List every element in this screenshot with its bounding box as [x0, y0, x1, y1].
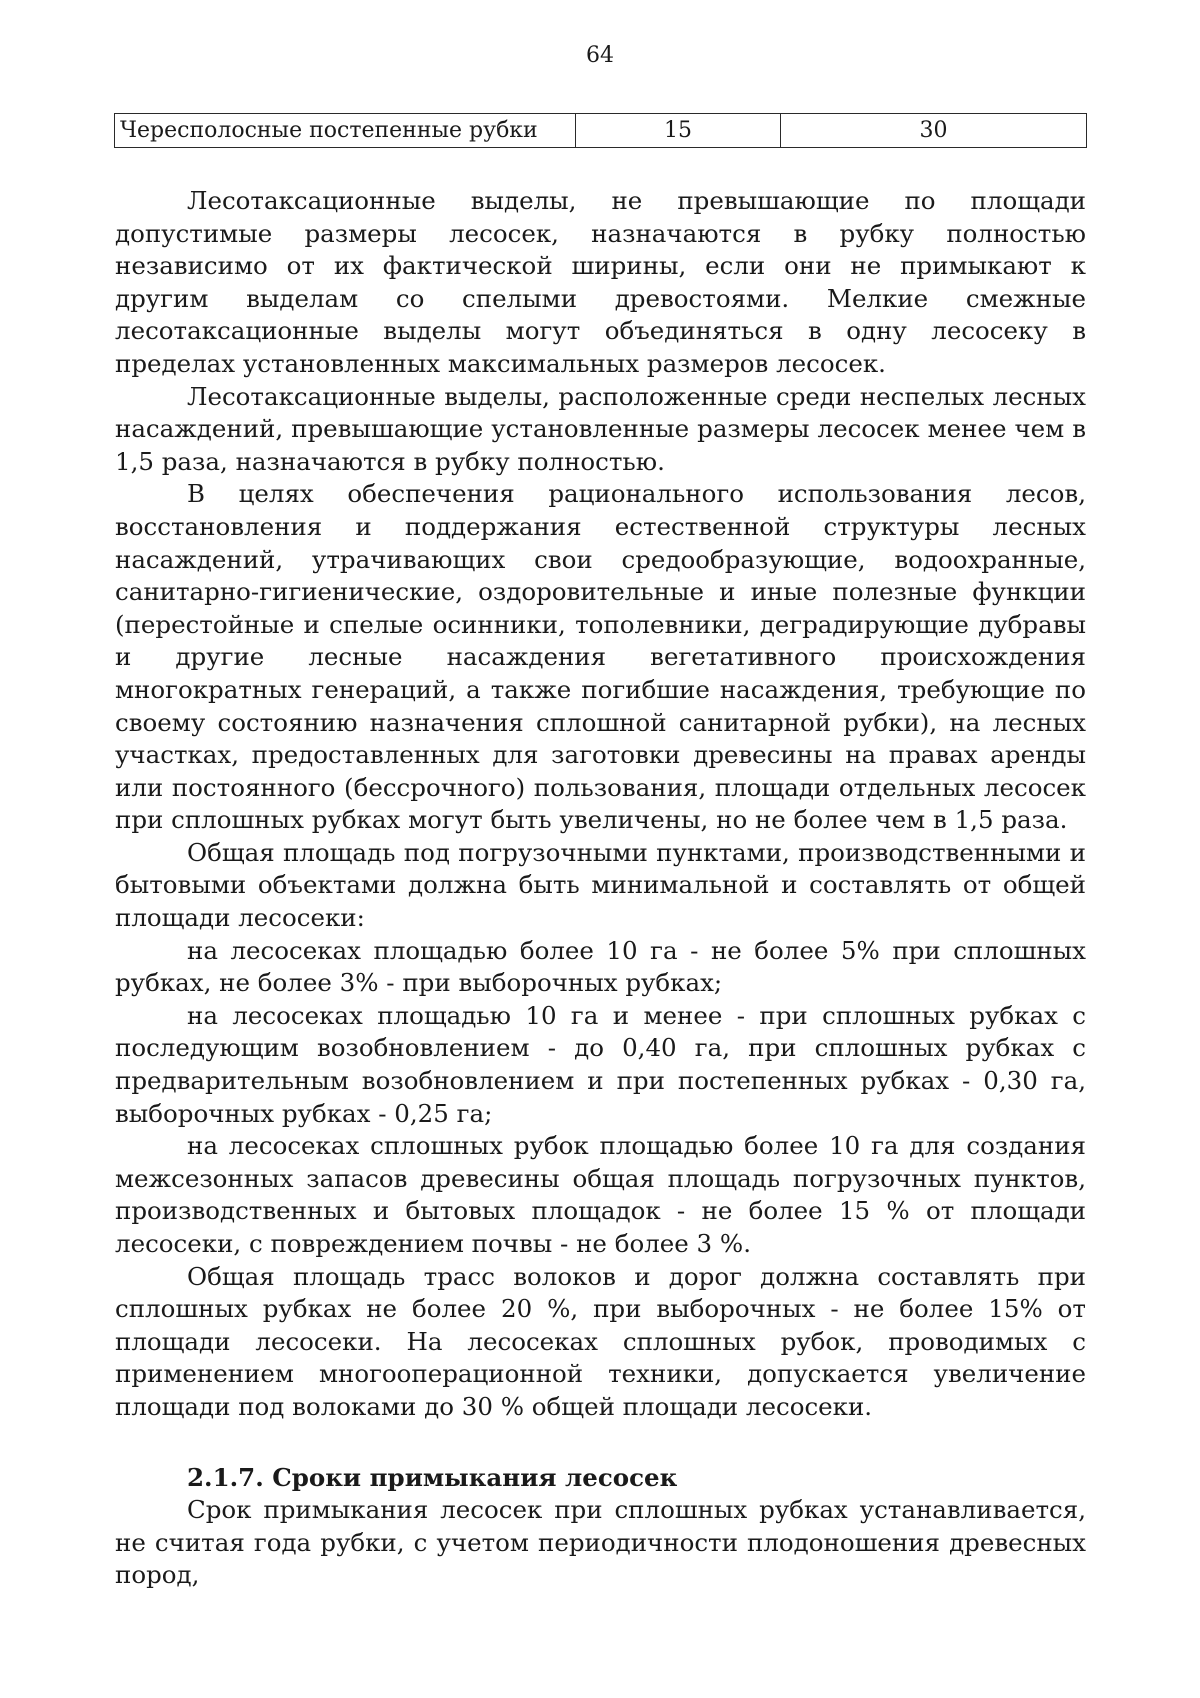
- paragraph: Общая площадь под погрузочными пунктами, производственными и бытовыми объектами должна быть минимальной и составлять от общей площади лесосеки:: [115, 837, 1086, 933]
- page-number: 64: [586, 43, 614, 68]
- paragraph: Срок примыкания лесосек при сплошных рубках устанавливается, не считая года рубки, с учетом периодичности плодоношения древесных пород,: [115, 1495, 1086, 1590]
- table-cell-cutting-type: Чересполосные постепенные рубки: [115, 114, 576, 148]
- cutting-norms-table-fragment: [114, 113, 1087, 148]
- paragraph: Лесотаксационные выделы, не превышающие по площади допустимые размеры лесосек, назначаются в рубку полностью независимо от их фактической ширины, если они не примыкают к другим выделам со спелыми древостоями. Мелкие смежные лесотаксационные выделы могут объединяться в одну лесосеку в пределах установленных максимальных размеров лесосек.: [115, 186, 1086, 378]
- list-paragraph: на лесосеках сплошных рубок площадью более 10 га для создания межсезонных запасов древесины общая площадь погрузочных пунктов, производственных и бытовых площадок - не более 15 % от площади лесосеки, с повреждением почвы - не более 3 %.: [115, 1131, 1086, 1258]
- paragraph: Общая площадь трасс волоков и дорог должна составлять при сплошных рубках не более 20 %, при выборочных - не более 15% от площади лесосеки. На лесосеках сплошных рубок, проводимых с применением многооперационной техники, допускается увеличение площади под волоками до 30 % общей площади лесосеки.: [115, 1261, 1086, 1421]
- section-heading: 2.1.7. Сроки примыкания лесосек: [187, 1462, 678, 1492]
- document-body: [115, 185, 1086, 1592]
- table-row: [115, 114, 1087, 148]
- paragraph: В целях обеспечения рационального использования лесов, восстановления и поддержания естественной структуры лесных насаждений, утрачивающих свои средообразующие, водоохранные, санитарно-гигиенические, оздоровительные и иные полезные функции (перестойные и спелые осинники, тополевники, деградирующие дубравы и другие лесные насаждения вегетативного происхождения многократных генераций, а также погибшие насаждения, требующие по своему состоянию назначения сплошной санитарной рубки), на лесных участках, предоставленных для заготовки древесины на правах аренды или постоянного (бессрочного) пользования, площади отдельных лесосек при сплошных рубках могут быть увеличены, но не более чем в 1,5 раза.: [115, 479, 1086, 835]
- table-cell-value-2: 30: [781, 114, 1087, 148]
- list-paragraph: на лесосеках площадью 10 га и менее - при сплошных рубках с последующим возобновлением - до 0,40 га, при сплошных рубках с предварительным возобновлением и при постепенных рубках - 0,30 га, выборочных рубках - 0,25 га;: [115, 1000, 1086, 1128]
- table-cell-value-1: 15: [576, 114, 781, 148]
- paragraph: Лесотаксационные выделы, расположенные среди неспелых лесных насаждений, превышающие установленные размеры лесосек менее чем в 1,5 раза, назначаются в рубку полностью.: [115, 381, 1086, 476]
- list-paragraph: на лесосеках площадью более 10 га - не более 5% при сплошных рубках, не более 3% - при выборочных рубках;: [115, 935, 1086, 998]
